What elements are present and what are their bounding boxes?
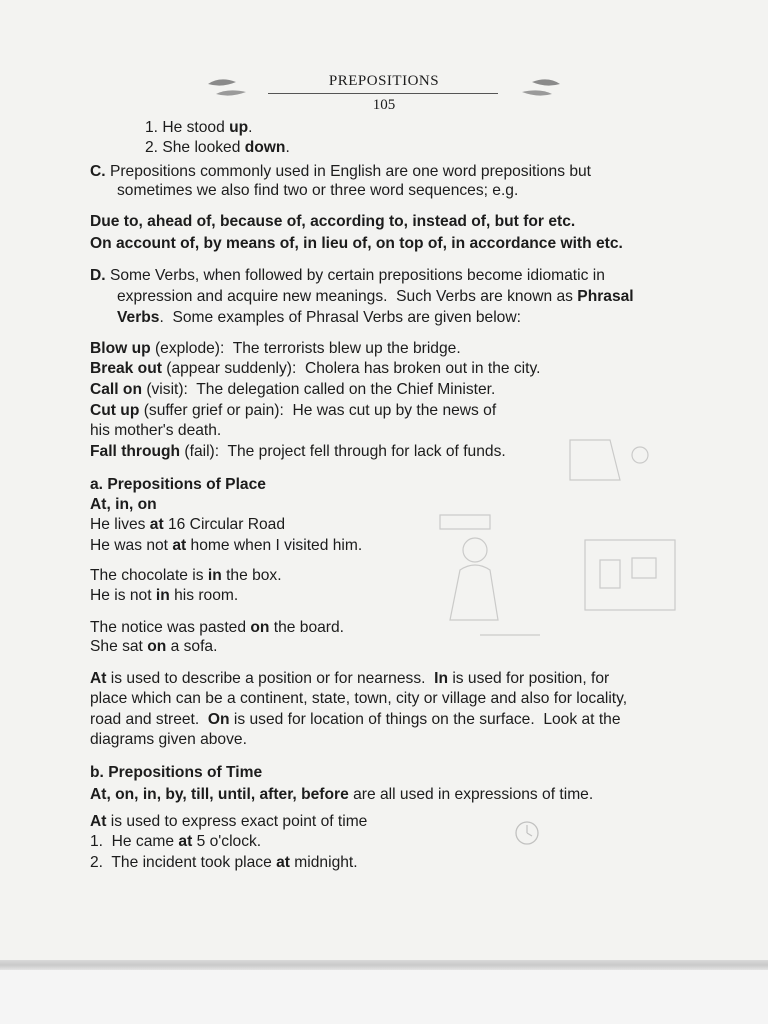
phrasal-verb-item: Blow up (explode): The terrorists blew up the bridge. <box>90 340 461 357</box>
phrasal-verb-item: Break out (appear suddenly): Cholera has broken out in the city. <box>90 360 541 377</box>
section-c-line-2: sometimes we also find two or three word sequences; e.g. <box>117 182 519 199</box>
example-sentence: He was not at home when I visited him. <box>90 537 363 554</box>
explanation-line: place which can be a continent, state, town, city or village and also for locality, <box>90 690 628 707</box>
explanation-line: At is used to express exact point of time <box>90 813 368 830</box>
explanation-line: At is used to describe a position or for nearness. In is used for position, for <box>90 670 610 687</box>
page-number: 105 <box>372 97 396 113</box>
section-c-line-1: C. Prepositions commonly used in English are one word prepositions but <box>90 163 592 180</box>
list-item: 2. She looked down. <box>145 139 290 156</box>
explanation-line: road and street. On is used for location of things on the surface. Look at the <box>90 711 621 728</box>
bleed-through-clock <box>512 818 542 848</box>
list-item: 2. The incident took place at midnight. <box>90 854 358 871</box>
examples-line-2: On account of, by means of, in lieu of, on top of, in accordance with etc. <box>90 235 623 252</box>
section-d-line-1: D. Some Verbs, when followed by certain prepositions become idiomatic in <box>90 267 605 284</box>
header-divider <box>268 93 498 94</box>
section-d-line-3: Verbs. Some examples of Phrasal Verbs are given below: <box>117 309 521 326</box>
example-sentence: She sat on a sofa. <box>90 638 218 655</box>
list-item: 1. He came at 5 o'clock. <box>90 833 262 850</box>
phrasal-verb-item: Fall through (fail): The project fell through for lack of funds. <box>90 443 506 460</box>
page-title: PREPOSITIONS <box>328 73 440 89</box>
background-below-page <box>0 970 768 1024</box>
section-d-line-2: expression and acquire new meanings. Such Verbs are known as Phrasal <box>117 288 634 305</box>
phrasal-verb-item: his mother's death. <box>90 422 222 439</box>
page-edge <box>0 960 768 970</box>
explanation-line: diagrams given above. <box>90 731 247 748</box>
section-heading-place: a. Prepositions of Place <box>90 476 266 493</box>
section-subheading-place: At, in, on <box>90 496 157 513</box>
examples-line-1: Due to, ahead of, because of, according to, instead of, but for etc. <box>90 213 576 230</box>
example-sentence: He lives at 16 Circular Road <box>90 516 286 533</box>
example-sentence: He is not in his room. <box>90 587 239 604</box>
list-item: 1. He stood up. <box>145 119 253 136</box>
phrasal-verb-item: Cut up (suffer grief or pain): He was cut up by the news of <box>90 402 497 419</box>
time-prepositions-line: At, on, in, by, till, until, after, before are all used in expressions of time. <box>90 786 594 803</box>
example-sentence: The chocolate is in the box. <box>90 567 282 584</box>
example-sentence: The notice was pasted on the board. <box>90 619 344 636</box>
phrasal-verb-item: Call on (visit): The delegation called on the Chief Minister. <box>90 381 496 398</box>
section-heading-time: b. Prepositions of Time <box>90 764 263 781</box>
